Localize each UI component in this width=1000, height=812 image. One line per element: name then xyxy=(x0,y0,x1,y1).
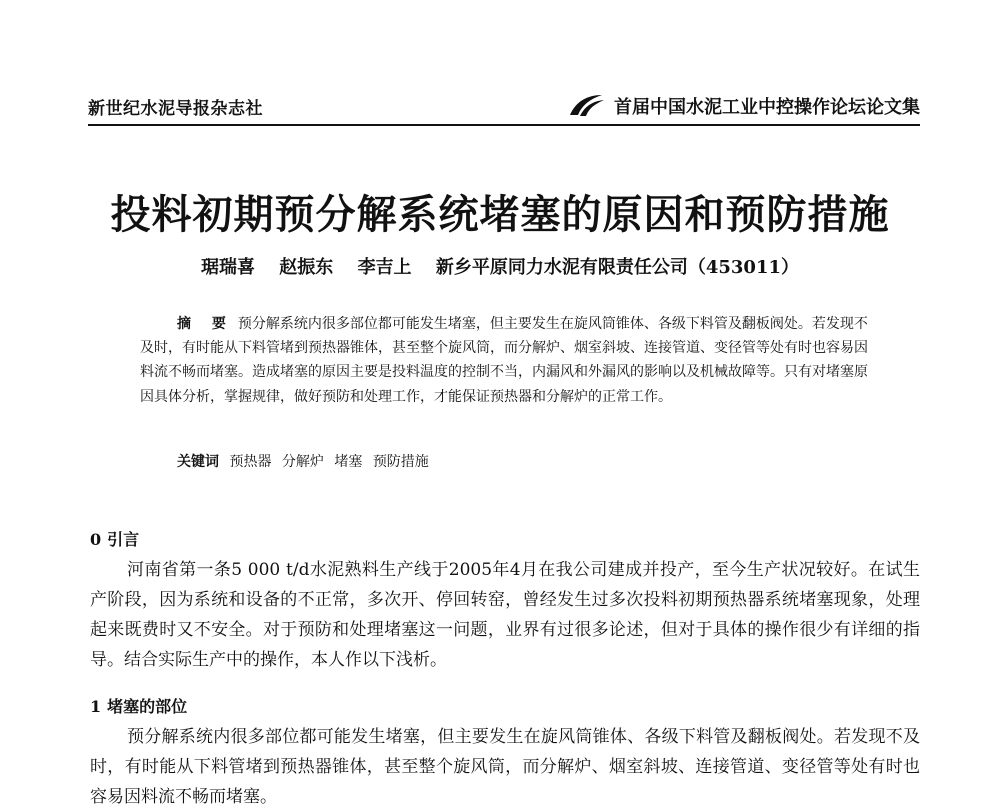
keyword: 堵塞 xyxy=(334,454,363,470)
section-heading-introduction xyxy=(90,527,139,550)
section-number: 1 xyxy=(90,697,102,716)
section-title: 引言 xyxy=(107,530,140,549)
keyword: 预防措施 xyxy=(372,454,429,470)
section-title: 堵塞的部位 xyxy=(107,697,188,716)
section-paragraph: 预分解系统内很多部位都可能发生堵塞，但主要发生在旋风筒锥体、各级下料管及翻板阀处。若发现不及时，有时能从下料管堵到预热器锥体，甚至整个旋风筒，而分解炉、烟室斜坡、连接管道、变径管等处有时也容易因料流不畅而堵塞。 xyxy=(90,727,920,807)
abstract-text: 预分解系统内很多部位都可能发生堵塞，但主要发生在旋风筒锥体、各级下料管及翻板阀处。若发现不及时，有时能从下料管堵到预热器锥体，甚至整个旋风筒，而分解炉、烟室斜坡、连接管道、变径管等处有时也容易因料流不畅而堵塞。造成堵塞的原因主要是投料温度的控制不当，内漏风和外漏风的影响以及机械故障等。只有对堵塞原因具体分析，掌握规律，做好预防和处理工作，才能保证预热器和分解炉的正常工作。 xyxy=(140,316,868,405)
keyword: 分解炉 xyxy=(281,454,324,470)
author-affiliation: 新乡平原同力水泥有限责任公司（453011） xyxy=(435,257,799,278)
author-name: 琚瑞喜 xyxy=(201,257,255,278)
keywords xyxy=(177,451,435,471)
author-name: 赵振东 xyxy=(279,257,334,278)
keyword: 预热器 xyxy=(229,454,272,470)
article-title: 投料初期预分解系统堵塞的原因和预防措施 xyxy=(110,191,890,238)
section-heading-blockage-locations xyxy=(90,694,187,717)
keywords-label: 关键词 xyxy=(177,454,219,470)
author-line xyxy=(0,253,1000,279)
proceedings-title-group xyxy=(566,93,920,119)
abstract-label: 摘 要 xyxy=(177,316,234,332)
section-number: 0 xyxy=(90,530,102,549)
publisher-name: 新世纪水泥导报杂志社 xyxy=(88,99,263,119)
running-header xyxy=(88,94,920,126)
abstract xyxy=(140,312,875,409)
author-name: 李吉上 xyxy=(357,257,412,278)
proceedings-title: 首届中国水泥工业中控操作论坛论文集 xyxy=(614,97,920,118)
swoosh-logo-icon xyxy=(566,93,606,119)
section-paragraph: 河南省第一条5 000 t/d水泥熟料生产线于2005年4月在我公司建成并投产，至今生产状况较好。在试生产阶段，因为系统和设备的不正常，多次开、停回转窑，曾经发生过多次投料初期预热器系统堵塞现象，处理起来既费时又不安全。对于预防和处理堵塞这一问题，业界有过很多论述，但对于具体的操作很少有详细的指导。结合实际生产中的操作，本人作以下浅析。 xyxy=(90,560,920,670)
